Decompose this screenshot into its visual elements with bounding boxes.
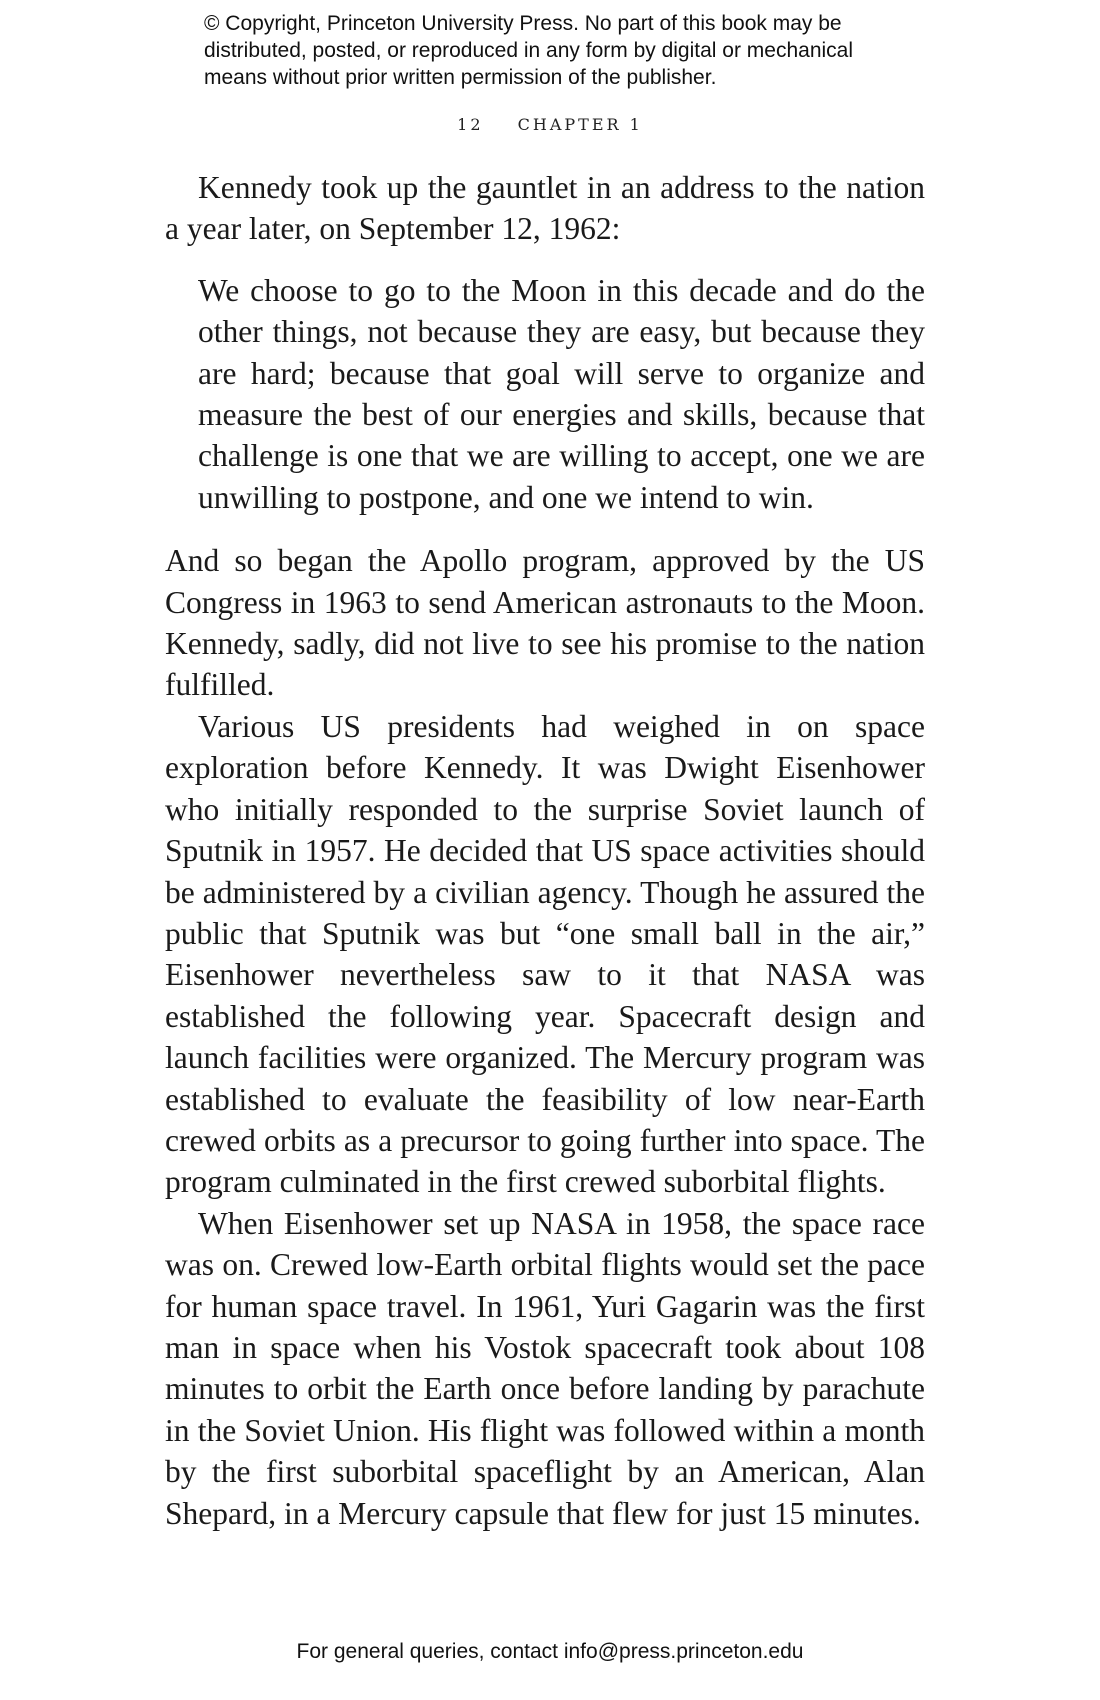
block-quote: We choose to go to the Moon in this decade and do the other things, not because they are easy, but because they are hard; because that goal will serve to organize and measure the best of our energies and skills, because that challenge is one that we are willing to accept, one we are unwilling to postpone, and one we intend to win. (198, 272, 925, 515)
body-text (165, 167, 925, 1534)
chapter-label: CHAPTER 1 (517, 115, 643, 134)
copyright-line: distributed, posted, or reproduced in any form by digital or mechanical (204, 39, 854, 62)
running-head (0, 115, 1100, 134)
body-paragraph: Various US presidents had weighed in on space exploration before Kennedy. It was Dwight Eisenhower who initially responded to the surprise Soviet launch of Sputnik in 1957. He decided that US space activities should be administered by a civilian agency. Though he assured the public that Sputnik was but “one small ball in the air,” Eisenhower nevertheless saw to it that NASA was established the following year. Spacecraft design and launch facilities were organized. The Mercury program was established to evaluate the feasibility of low near-Earth crewed orbits as a precursor to going further into space. The program culminated in the first crewed suborbital flights. (165, 708, 925, 1200)
page-number: 12 (457, 115, 484, 134)
body-paragraph: When Eisenhower set up NASA in 1958, the space race was on. Crewed low-Earth orbital flights would set the pace for human space travel. In 1961, Yuri Gagarin was the first man in space when his Vostok spacecraft took about 108 minutes to orbit the Earth once before landing by parachute in the Soviet Union. His flight was followed within a month by the first suborbital spaceflight by an American, Alan Shepard, in a Mercury capsule that flew for just 15 minutes. (165, 1205, 925, 1531)
copyright-notice (204, 10, 924, 91)
copyright-line: means without prior written permission of the publisher. (204, 66, 717, 89)
body-paragraph: And so began the Apollo program, approved by the US Congress in 1963 to send American astronauts to the Moon. Kennedy, sadly, did not live to see his promise to the nation fulfilled. (165, 543, 925, 703)
intro-paragraph: Kennedy took up the gauntlet in an address to the nation a year later, on September 12, 1962: (165, 170, 925, 247)
copyright-line: © Copyright, Princeton University Press. No part of this book may be (204, 12, 842, 35)
footer-contact: For general queries, contact info@press.princeton.edu (296, 1640, 804, 1663)
